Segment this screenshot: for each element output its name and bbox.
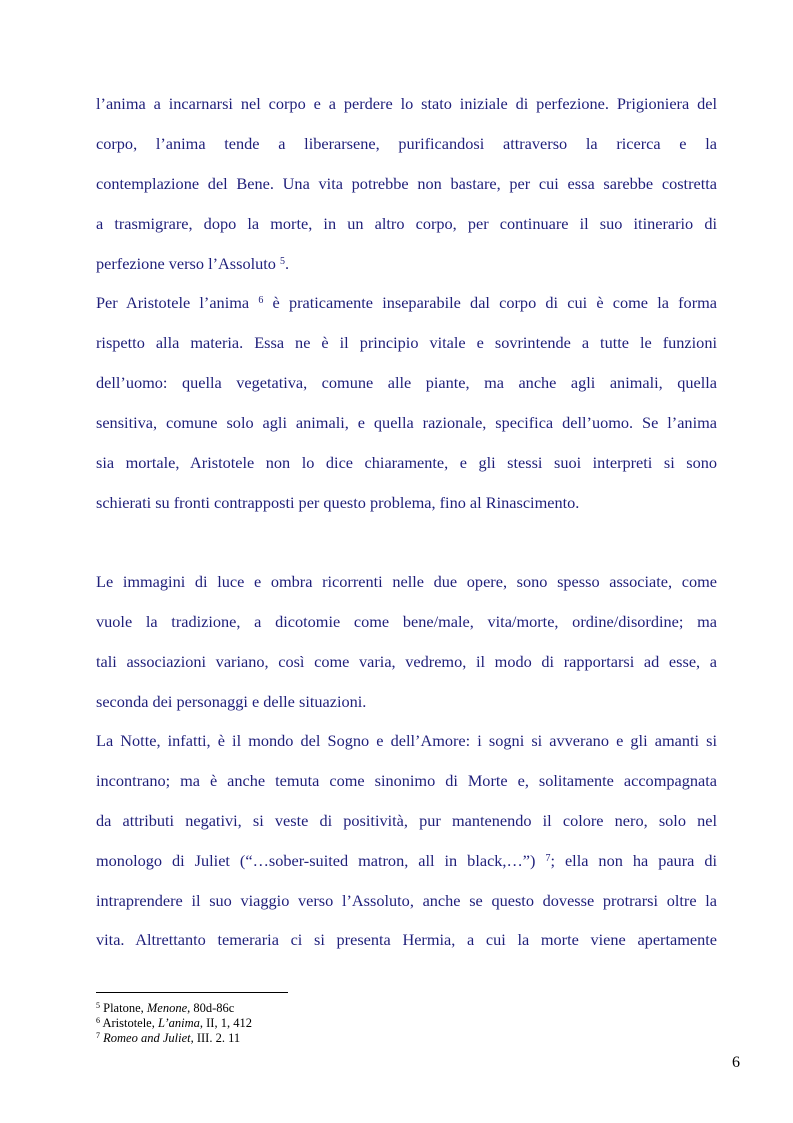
body-line [96, 293, 717, 313]
footnote-title: Menone [146, 1001, 188, 1015]
body-line [96, 851, 717, 871]
body-line [96, 254, 717, 274]
body-line: La Notte, infatti, è il mondo del Sogno e dell’Amore: i sogni si avverano e gli amanti si [96, 731, 717, 750]
footnote-6 [96, 1016, 252, 1031]
footnote-ref: 5 [280, 256, 286, 267]
body-line: sia mortale, Aristotele non lo dice chiaramente, e gli stessi suoi interpreti si sono [96, 453, 717, 472]
body-text: ; ella non ha paura di [550, 851, 718, 870]
footnote-number: 5 [96, 1001, 100, 1010]
body-line: dell’uomo: quella vegetativa, comune alle piante, ma anche agli animali, quella [96, 373, 717, 392]
body-line: sensitiva, comune solo agli animali, e quella razionale, specifica dell’uomo. Se l’anima [96, 413, 717, 432]
footnote-text: , 80d-86c [187, 1001, 235, 1015]
footnote-title: L’anima [157, 1016, 200, 1030]
body-line: intraprendere il suo viaggio verso l’Assoluto, anche se questo dovesse protrarsi oltre la [96, 891, 717, 910]
footnote-ref: 7 [545, 853, 551, 864]
footnote-number: 7 [96, 1031, 100, 1040]
footnote-text: Aristotele, [102, 1016, 158, 1030]
body-line: vita. Altrettanto temeraria ci si presenta Hermia, a cui la morte viene apertamente [96, 930, 717, 949]
footnote-5 [96, 1001, 234, 1016]
body-line: rispetto alla materia. Essa ne è il principio vitale e sovrintende a tutte le funzioni [96, 333, 717, 352]
body-text: . [285, 254, 290, 273]
body-line: incontrano; ma è anche temuta come sinonimo di Morte e, solitamente accompagnata [96, 771, 717, 790]
footnote-ref: 6 [258, 295, 264, 306]
footnote-7 [96, 1031, 240, 1046]
body-line: schierati su fronti contrapposti per questo problema, fino al Rinascimento. [96, 493, 580, 512]
body-line: seconda dei personaggi e delle situazioni. [96, 692, 367, 711]
footnote-title: Romeo and Juliet, [103, 1031, 194, 1045]
footnote-text: , II, 1, 412 [199, 1016, 252, 1030]
body-line: tali associazioni variano, così come varia, vedremo, il modo di rapportarsi ad esse, a [96, 652, 717, 671]
body-text: monologo di Juliet (“…sober-suited matron, all in black,…”) [96, 851, 536, 870]
body-line: corpo, l’anima tende a liberarsene, purificandosi attraverso la ricerca e la [96, 134, 717, 153]
footnote-number: 6 [96, 1016, 100, 1025]
footnote-text: III. 2. 11 [193, 1031, 241, 1045]
body-line: Le immagini di luce e ombra ricorrenti nelle due opere, sono spesso associate, come [96, 572, 717, 591]
body-text: è praticamente inseparabile dal corpo di cui è come la forma [272, 293, 718, 312]
body-line: da attributi negativi, si veste di positività, pur mantenendo il colore nero, solo nel [96, 811, 717, 830]
body-line: contemplazione del Bene. Una vita potrebbe non bastare, per cui essa sarebbe costretta [96, 174, 717, 193]
footnote-text: Platone, [103, 1001, 147, 1015]
body-text: perfezione verso l’Assoluto [96, 254, 276, 273]
page-number: 6 [732, 1054, 740, 1071]
footnote-separator [96, 992, 288, 993]
body-line: l’anima a incarnarsi nel corpo e a perdere lo stato iniziale di perfezione. Prigioniera del [96, 94, 717, 113]
body-text: Per Aristotele l’anima [96, 293, 250, 312]
body-line: a trasmigrare, dopo la morte, in un altro corpo, per continuare il suo itinerario di [96, 214, 717, 233]
body-line: vuole la tradizione, a dicotomie come bene/male, vita/morte, ordine/disordine; ma [96, 612, 717, 631]
